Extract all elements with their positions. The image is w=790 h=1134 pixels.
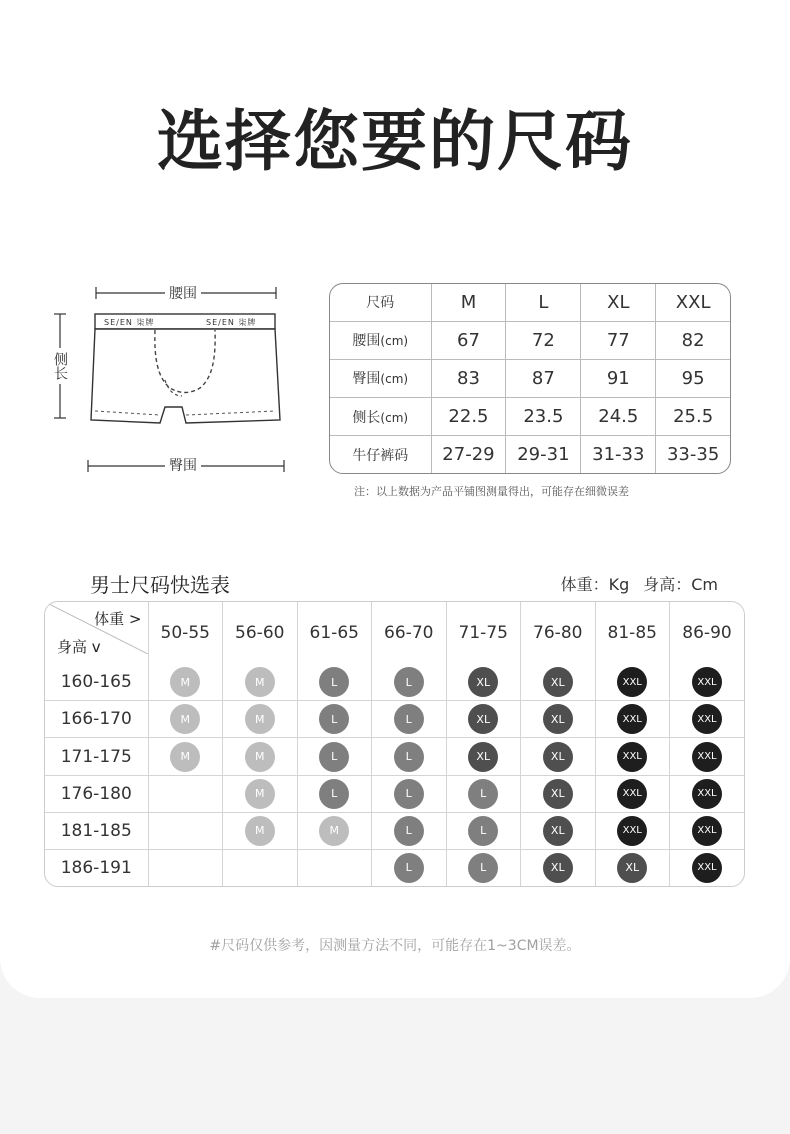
table-cell: 24.5 [581, 398, 656, 436]
row-label-text: 腰围 [352, 333, 381, 350]
size-cell [595, 849, 670, 886]
size-cell [521, 664, 596, 701]
size-table-header-cell: XXL [656, 284, 730, 321]
size-cell [297, 701, 372, 738]
size-cell [670, 738, 745, 775]
size-cell [148, 701, 223, 738]
hip-label: 臀围 [165, 455, 201, 475]
table-cell: 82 [656, 321, 730, 359]
waist-label: 腰围 [165, 283, 201, 303]
corner-weight-label: 体重 > [94, 610, 142, 628]
height-range-label: 171-175 [45, 738, 148, 775]
size-cell [670, 775, 745, 812]
size-badge: L [319, 779, 349, 809]
size-badge: M [245, 667, 275, 697]
size-table-row [330, 436, 730, 473]
size-cell [297, 812, 372, 849]
size-badge: L [468, 853, 498, 883]
size-cell [521, 775, 596, 812]
size-table-header-cell: 尺码 [330, 284, 431, 321]
size-badge: L [468, 816, 498, 846]
size-diagram [40, 270, 310, 480]
size-badge: XXL [617, 742, 647, 772]
brand-logo-right: SE∕EN 柒牌 [206, 318, 257, 327]
table-cell: 31-33 [581, 436, 656, 473]
size-badge: L [468, 779, 498, 809]
weight-header: 61-65 [297, 602, 372, 664]
row-label [330, 436, 431, 473]
size-cell [595, 664, 670, 701]
size-cell [446, 849, 521, 886]
size-cell [372, 849, 447, 886]
weight-header: 71-75 [446, 602, 521, 664]
weight-header: 56-60 [223, 602, 298, 664]
table-cell: 72 [506, 321, 581, 359]
size-cell [595, 775, 670, 812]
size-badge: XL [617, 853, 647, 883]
corner-height-label: 身高 v [57, 638, 101, 657]
size-cell [223, 664, 298, 701]
height-unit: 身高：Cm [643, 575, 718, 594]
height-range-label: 166-170 [45, 701, 148, 738]
size-cell [372, 664, 447, 701]
weight-header: 81-85 [595, 602, 670, 664]
size-cell [223, 812, 298, 849]
size-badge: XXL [617, 667, 647, 697]
size-table-header-cell: M [431, 284, 506, 321]
row-label-text: 侧长 [352, 409, 381, 426]
size-badge: XXL [692, 667, 722, 697]
height-range-label: 160-165 [45, 664, 148, 701]
size-badge: XL [543, 779, 573, 809]
table-cell: 67 [431, 321, 506, 359]
size-table-header-cell: XL [581, 284, 656, 321]
size-cell [670, 664, 745, 701]
quick-table-row [45, 775, 744, 812]
row-label [330, 359, 431, 397]
height-range-label: 176-180 [45, 775, 148, 812]
size-cell [595, 738, 670, 775]
row-label-text: 臀围 [352, 371, 381, 388]
size-badge: M [170, 667, 200, 697]
size-badge: XXL [692, 853, 722, 883]
size-badge: M [170, 742, 200, 772]
table-cell: 87 [506, 359, 581, 397]
weight-header: 50-55 [148, 602, 223, 664]
size-cell [148, 738, 223, 775]
size-badge: L [394, 853, 424, 883]
size-badge: M [245, 742, 275, 772]
size-cell [446, 812, 521, 849]
brand-logo-left: SE∕EN 柒牌 [104, 318, 155, 327]
side-length-label: 侧长 [48, 348, 72, 384]
size-cell [297, 738, 372, 775]
height-range-label: 186-191 [45, 849, 148, 886]
weight-header: 66-70 [372, 602, 447, 664]
size-badge: L [319, 667, 349, 697]
size-cell [521, 738, 596, 775]
size-cell [148, 664, 223, 701]
size-badge: M [170, 704, 200, 734]
size-badge: L [394, 667, 424, 697]
row-label-unit: (cm) [380, 410, 409, 425]
size-badge: XL [543, 704, 573, 734]
quick-select-table [44, 601, 745, 887]
size-cell [148, 775, 223, 812]
row-label [330, 398, 431, 436]
size-table-row [330, 398, 730, 436]
size-badge: L [394, 816, 424, 846]
row-label-unit: (cm) [380, 334, 409, 349]
quick-table-row [45, 738, 744, 775]
table-cell: 77 [581, 321, 656, 359]
size-badge: XXL [692, 704, 722, 734]
height-range-label: 181-185 [45, 812, 148, 849]
row-label-unit: (cm) [380, 372, 409, 387]
size-cell [372, 812, 447, 849]
size-table-note: 注：以上数据为产品平铺图测量得出，可能存在细微误差 [354, 485, 629, 498]
page-title: 选择您要的尺码 [157, 103, 633, 180]
size-cell [223, 701, 298, 738]
size-table-row [330, 359, 730, 397]
table-cell: 33-35 [666, 444, 720, 466]
size-cell [446, 664, 521, 701]
size-badge: M [245, 779, 275, 809]
footer-disclaimer: #尺码仅供参考，因测量方法不同，可能存在1~3CM误差。 [209, 938, 581, 954]
table-cell: 22.5 [431, 398, 506, 436]
size-badge: XXL [617, 779, 647, 809]
size-badge: XXL [692, 816, 722, 846]
table-cell: 23.5 [506, 398, 581, 436]
quick-table-row [45, 849, 744, 886]
size-cell [595, 812, 670, 849]
size-cell [297, 849, 372, 886]
size-cell [446, 701, 521, 738]
size-cell [670, 812, 745, 849]
size-badge: L [394, 779, 424, 809]
size-cell [595, 701, 670, 738]
quick-table-row [45, 664, 744, 701]
size-cell [670, 701, 745, 738]
quick-select-units [547, 572, 718, 595]
quick-table-header [45, 602, 744, 664]
size-cell [521, 849, 596, 886]
size-badge: L [319, 704, 349, 734]
size-cell [223, 849, 298, 886]
size-badge: XL [468, 742, 498, 772]
weight-header: 86-90 [682, 623, 732, 644]
row-label-text: 牛仔裤码 [352, 447, 409, 464]
size-badge: M [245, 816, 275, 846]
size-badge: M [245, 704, 275, 734]
size-cell [521, 701, 596, 738]
table-cell: 91 [581, 359, 656, 397]
weight-header: 76-80 [521, 602, 596, 664]
size-badge: XXL [617, 816, 647, 846]
size-badge: XL [543, 667, 573, 697]
size-cell [372, 775, 447, 812]
size-badge: XL [468, 667, 498, 697]
size-table-row [330, 321, 730, 359]
size-badge: XL [543, 816, 573, 846]
corner-cell [45, 602, 148, 664]
size-cell [372, 738, 447, 775]
table-cell: 29-31 [506, 436, 581, 473]
size-badge: XL [543, 853, 573, 883]
size-cell [223, 738, 298, 775]
weight-unit: 体重：Kg [560, 575, 630, 594]
quick-table-row [45, 701, 744, 738]
size-cell [297, 664, 372, 701]
size-spec-table [329, 283, 731, 474]
size-badge: XXL [617, 704, 647, 734]
size-badge: XL [468, 704, 498, 734]
size-badge: L [319, 742, 349, 772]
size-cell [297, 775, 372, 812]
size-cell [223, 775, 298, 812]
size-cell [148, 849, 223, 886]
size-table-header [330, 284, 730, 321]
size-badge: M [319, 816, 349, 846]
size-table-header-cell: L [506, 284, 581, 321]
table-cell: 83 [431, 359, 506, 397]
size-badge: XL [543, 742, 573, 772]
size-cell [148, 812, 223, 849]
row-label [330, 321, 431, 359]
size-cell [372, 701, 447, 738]
table-cell: 95 [656, 359, 730, 397]
size-cell [446, 738, 521, 775]
table-cell: 25.5 [656, 398, 730, 436]
quick-select-title: 男士尺码快选表 [90, 573, 230, 597]
size-cell [521, 812, 596, 849]
size-badge: L [394, 742, 424, 772]
size-badge: L [394, 704, 424, 734]
size-cell [446, 775, 521, 812]
size-badge: XXL [692, 779, 722, 809]
size-badge: XXL [692, 742, 722, 772]
size-cell [670, 849, 745, 886]
quick-table-row [45, 812, 744, 849]
table-cell: 27-29 [431, 436, 506, 473]
